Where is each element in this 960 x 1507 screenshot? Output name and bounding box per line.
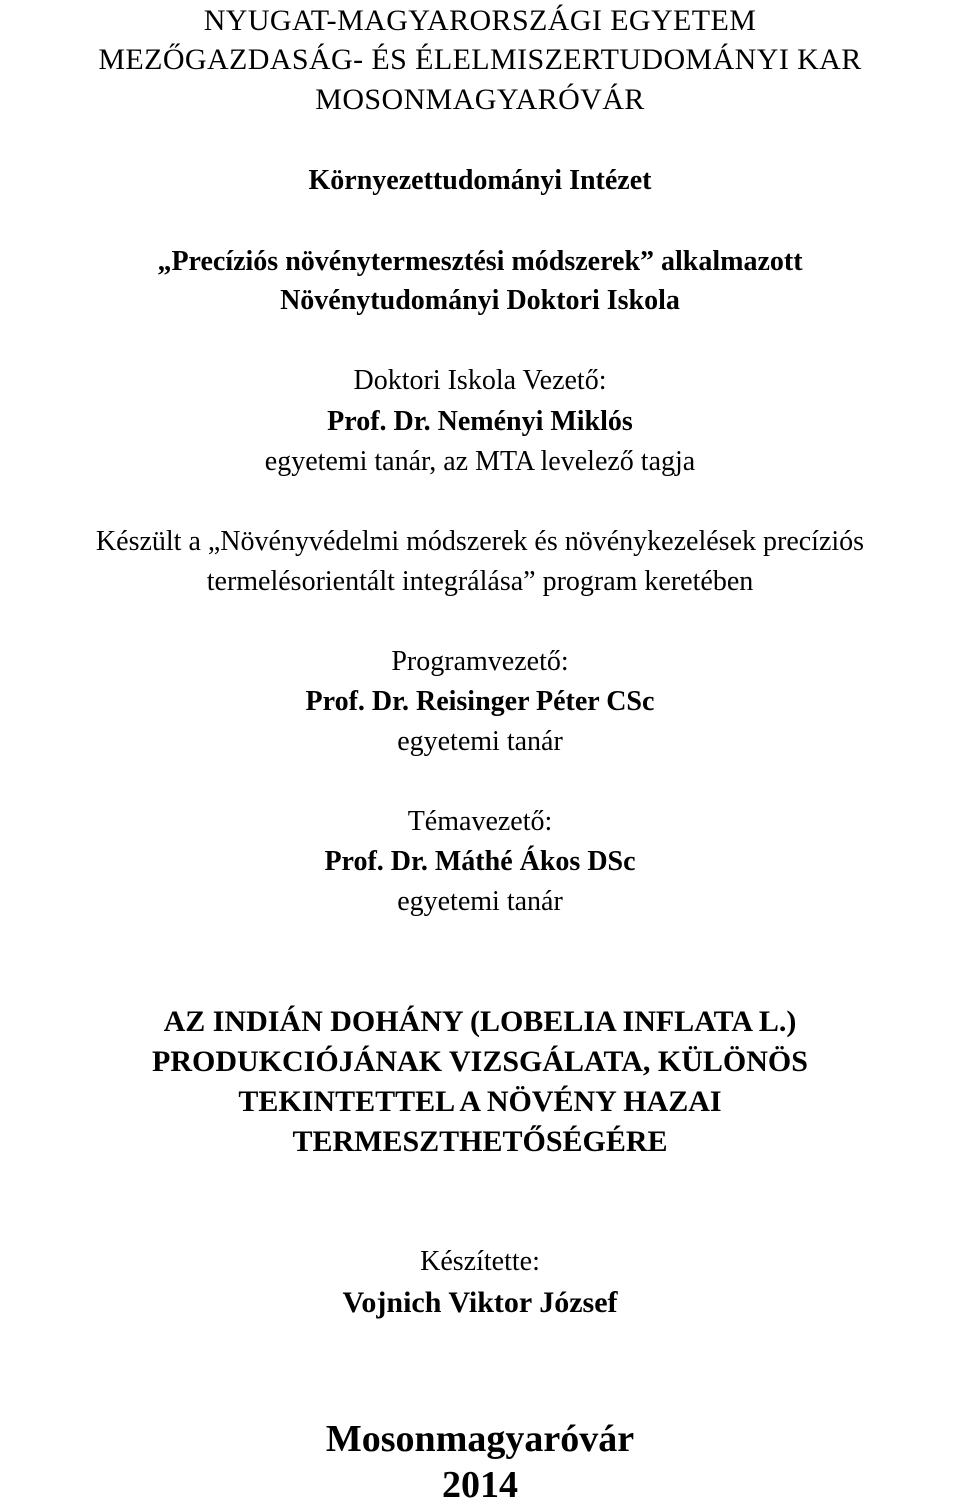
institute-name: Környezettudományi Intézet [308, 165, 652, 196]
supervisor-label: Témavezető: [407, 806, 553, 837]
program-statement-line2: termelésorientált integrálása” program keretében [206, 566, 754, 597]
doctoral-school-head-name: Prof. Dr. Neményi Miklós [327, 406, 633, 437]
program-statement-line1: Készült a „Növényvédelmi módszerek és növénykezelések precíziós [95, 526, 865, 557]
supervisor-title: egyetemi tanár [397, 886, 563, 917]
faculty-name: MEZŐGAZDASÁG- ÉS ÉLELMISZERTUDOMÁNYI KAR [98, 43, 862, 76]
doctoral-school-head-label: Doktori Iskola Vezető: [353, 365, 607, 396]
author-name: Vojnich Viktor József [342, 1286, 618, 1319]
place-name: Mosonmagyaróvár [325, 1418, 635, 1460]
thesis-title-line3: TEKINTETTEL A NÖVÉNY HAZAI [238, 1085, 722, 1118]
year: 2014 [442, 1464, 518, 1506]
author-label: Készítette: [420, 1246, 540, 1277]
university-name: NYUGAT-MAGYARORSZÁGI EGYETEM [203, 4, 757, 37]
program-leader-label: Programvezető: [391, 646, 569, 677]
city-name: MOSONMAGYARÓVÁR [315, 83, 645, 116]
doctoral-school-head-title: egyetemi tanár, az MTA levelező tagja [264, 446, 696, 477]
thesis-title-line4: TERMESZTHETŐSÉGÉRE [292, 1125, 668, 1158]
supervisor-name: Prof. Dr. Máthé Ákos DSc [324, 846, 636, 877]
doctoral-school-name-line1: „Precíziós növénytermesztési módszerek” alkalmazott [157, 246, 803, 277]
program-leader-name: Prof. Dr. Reisinger Péter CSc [305, 686, 655, 717]
doctoral-school-name-line2: Növénytudományi Doktori Iskola [280, 285, 680, 316]
thesis-title-line2: PRODUKCIÓJÁNAK VIZSGÁLATA, KÜLÖNÖS [152, 1045, 808, 1078]
program-leader-title: egyetemi tanár [397, 726, 563, 757]
thesis-title-line1: AZ INDIÁN DOHÁNY (LOBELIA INFLATA L.) [163, 1005, 797, 1038]
